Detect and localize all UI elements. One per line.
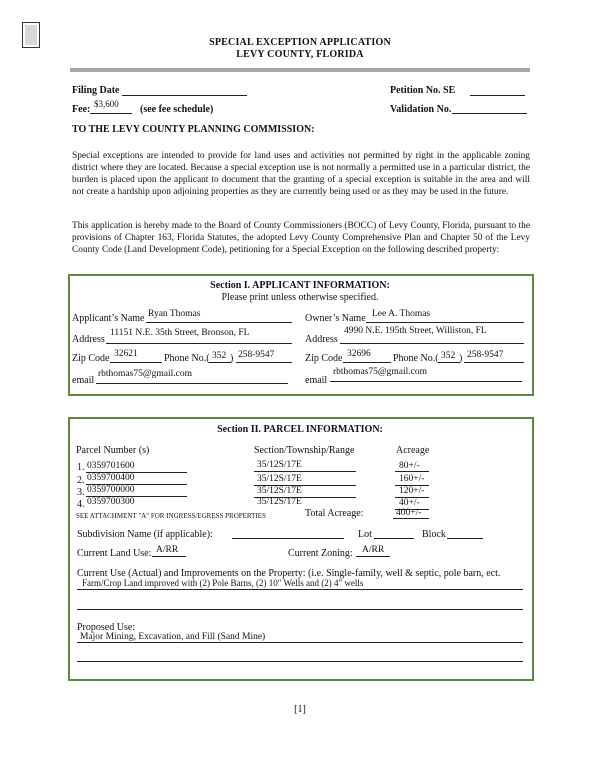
fee-value: $3,600 <box>94 99 119 109</box>
owner-name-value: Lee A. Thomas <box>372 309 431 319</box>
parcel-row-4-str: 35/12S/17E <box>257 497 302 507</box>
intro-paragraph-1: Special exceptions are intended to provide for land uses and activities not permitted by right in the applicable zoning district where they are located. Because a special exception use is not normally a permitted use in a particular district, the burden is placed upon the applicant to document that the granting of a special exception is suitable in the area and will not create a hardship upon adjoining properties as they are currently being used or as they may be used in the future. <box>72 151 530 197</box>
current-zoning-field[interactable] <box>356 556 390 557</box>
parcel-row-3-number: 0359700000 <box>87 485 135 495</box>
owner-email-label: email <box>305 375 328 386</box>
applicant-paren-close: ) <box>230 353 234 364</box>
form-title: SPECIAL EXCEPTION APPLICATION <box>209 37 391 48</box>
lot-field[interactable] <box>374 538 414 539</box>
applicant-zip-label: Zip Code <box>72 353 110 364</box>
current-land-use-label: Current Land Use: <box>77 548 152 559</box>
parcel-row-2-num: 2. <box>77 475 85 486</box>
applicant-area-code: 352 <box>212 351 227 361</box>
owner-email-field[interactable] <box>330 381 522 382</box>
applicant-name-label: Applicant’s Name <box>72 313 145 324</box>
section1-subheading: Please print unless otherwise specified. <box>221 292 379 303</box>
petition-label: Petition No. SE <box>390 85 456 96</box>
parcel-row-1-num: 1. <box>77 462 85 473</box>
page-number: [1] <box>294 704 306 715</box>
current-use-label: Current Use (Actual) and Improvements on the Property: (i.e. Single-family, well & septic, pole barn, ect. <box>77 568 501 579</box>
attachment-note: SEE ATTACHMENT "A" FOR INGRESS/EGRESS PROPERTIES <box>76 512 266 520</box>
subdivision-label: Subdivision Name (if applicable): <box>77 529 213 540</box>
parcel-row-3-num: 3. <box>77 487 85 498</box>
subdivision-field[interactable] <box>232 538 344 539</box>
parcel-row-1-acreage: 80+/- <box>399 461 420 471</box>
block-label: Block <box>422 529 446 540</box>
validation-field[interactable] <box>452 113 527 114</box>
parcel-row-2-acreage: 160+/- <box>399 474 425 484</box>
county-title: LEVY COUNTY, FLORIDA <box>236 49 364 60</box>
applicant-address-field[interactable] <box>106 343 292 344</box>
applicant-email-value: rbthomas75@gmail.com <box>98 369 192 379</box>
applicant-area-field[interactable] <box>209 362 231 363</box>
owner-phone-label: Phone No.( <box>393 353 439 364</box>
applicant-zip-field[interactable] <box>110 362 162 363</box>
parcel-row-2-str: 35/12S/17E <box>257 474 302 484</box>
applicant-address-value: 11151 N.E. 35th Street, Bronson, FL <box>110 328 250 338</box>
str-header: Section/Township/Range <box>254 445 355 456</box>
owner-area-field[interactable] <box>438 362 460 363</box>
intro-paragraph-2: This application is hereby made to the Board of County Commissioners (BOCC) of Levy County, Florida, pursuant to the provisions of Chapter 163, Florida Statutes, the adopted Levy County Comprehensive Plan and Chapter 50 of the Levy County Code (Land Development Code), petitioning for a Special Exception on the following described property: <box>72 221 530 255</box>
applicant-phone-value: 258-9547 <box>238 350 275 360</box>
applicant-phone-label: Phone No.( <box>164 353 210 364</box>
to-commission: TO THE LEVY COUNTY PLANNING COMMISSION: <box>72 124 315 135</box>
current-land-use-value: A/RR <box>156 545 179 555</box>
validation-label: Validation No. <box>390 104 452 115</box>
current-zoning-value: A/RR <box>362 545 385 555</box>
owner-name-label: Owner’s Name <box>305 313 366 324</box>
applicant-name-value: Ryan Thomas <box>148 309 201 319</box>
current-use-field-2[interactable] <box>77 609 523 610</box>
current-land-use-field[interactable] <box>152 556 186 557</box>
proposed-use-field-2[interactable] <box>77 661 523 662</box>
fee-field[interactable] <box>90 113 132 114</box>
parcel-row-1-str: 35/12S/17E <box>257 460 302 470</box>
applicant-email-field[interactable] <box>96 383 288 384</box>
proposed-use-field-1[interactable] <box>77 642 523 643</box>
block-field[interactable] <box>447 538 483 539</box>
applicant-email-label: email <box>72 375 95 386</box>
proposed-use-label: Proposed Use: <box>77 622 136 633</box>
parcel-row-3-acreage: 120+/- <box>399 486 425 496</box>
petition-field[interactable] <box>470 95 525 96</box>
parcel-row-1-acreage-field[interactable] <box>395 471 429 472</box>
applicant-name-field[interactable] <box>146 322 292 323</box>
applicant-zip-value: 32621 <box>114 349 138 359</box>
owner-address-value: 4990 N.E. 195th Street, Williston, FL <box>344 326 487 336</box>
parcel-row-4-number: 0359700300 <box>87 497 135 507</box>
applicant-phone-field[interactable] <box>236 362 292 363</box>
owner-address-field[interactable] <box>340 343 524 344</box>
parcel-row-2-number: 0359700400 <box>87 473 135 483</box>
owner-paren-close: ) <box>459 353 463 364</box>
owner-email-value: rbthomas75@gmail.com <box>333 367 427 377</box>
owner-area-code: 352 <box>441 351 456 361</box>
filing-date-field[interactable] <box>122 95 247 96</box>
lot-label: Lot <box>358 529 372 540</box>
fee-label: Fee: <box>72 104 91 115</box>
section2-heading: Section II. PARCEL INFORMATION: <box>217 424 383 435</box>
total-acreage-value: 400+/- <box>396 508 422 518</box>
fee-note: (see fee schedule) <box>140 104 214 115</box>
filing-date-label: Filing Date <box>72 85 120 96</box>
applicant-address-label: Address <box>72 334 105 345</box>
owner-address-label: Address <box>305 334 338 345</box>
owner-phone-field[interactable] <box>464 362 524 363</box>
owner-zip-field[interactable] <box>343 362 391 363</box>
parcel-number-header: Parcel Number (s) <box>76 445 150 456</box>
parcel-row-1-str-field[interactable] <box>254 471 356 472</box>
acreage-header: Acreage <box>396 445 430 456</box>
total-acreage-field[interactable] <box>393 518 429 519</box>
owner-name-field[interactable] <box>366 322 524 323</box>
parcel-row-3-str: 35/12S/17E <box>257 486 302 496</box>
parcel-row-4-acreage: 40+/- <box>399 498 420 508</box>
current-use-field-1[interactable] <box>77 589 523 590</box>
header-rule <box>70 68 530 72</box>
owner-phone-value: 258-9547 <box>467 350 504 360</box>
owner-zip-value: 32696 <box>347 349 371 359</box>
proposed-use-value: Major Mining, Excavation, and Fill (Sand Mine) <box>80 632 266 642</box>
parcel-row-4-num: 4. <box>77 499 85 510</box>
current-zoning-label: Current Zoning: <box>288 548 353 559</box>
owner-zip-label: Zip Code <box>305 353 343 364</box>
parcel-row-1-number: 0359701600 <box>87 461 135 471</box>
section1-heading: Section I. APPLICANT INFORMATION: <box>210 280 390 291</box>
total-acreage-label: Total Acreage: <box>305 508 364 519</box>
current-use-value: Farm/Crop Land improved with (2) Pole Barns, (2) 10" Wells and (2) 4" wells <box>82 578 364 588</box>
